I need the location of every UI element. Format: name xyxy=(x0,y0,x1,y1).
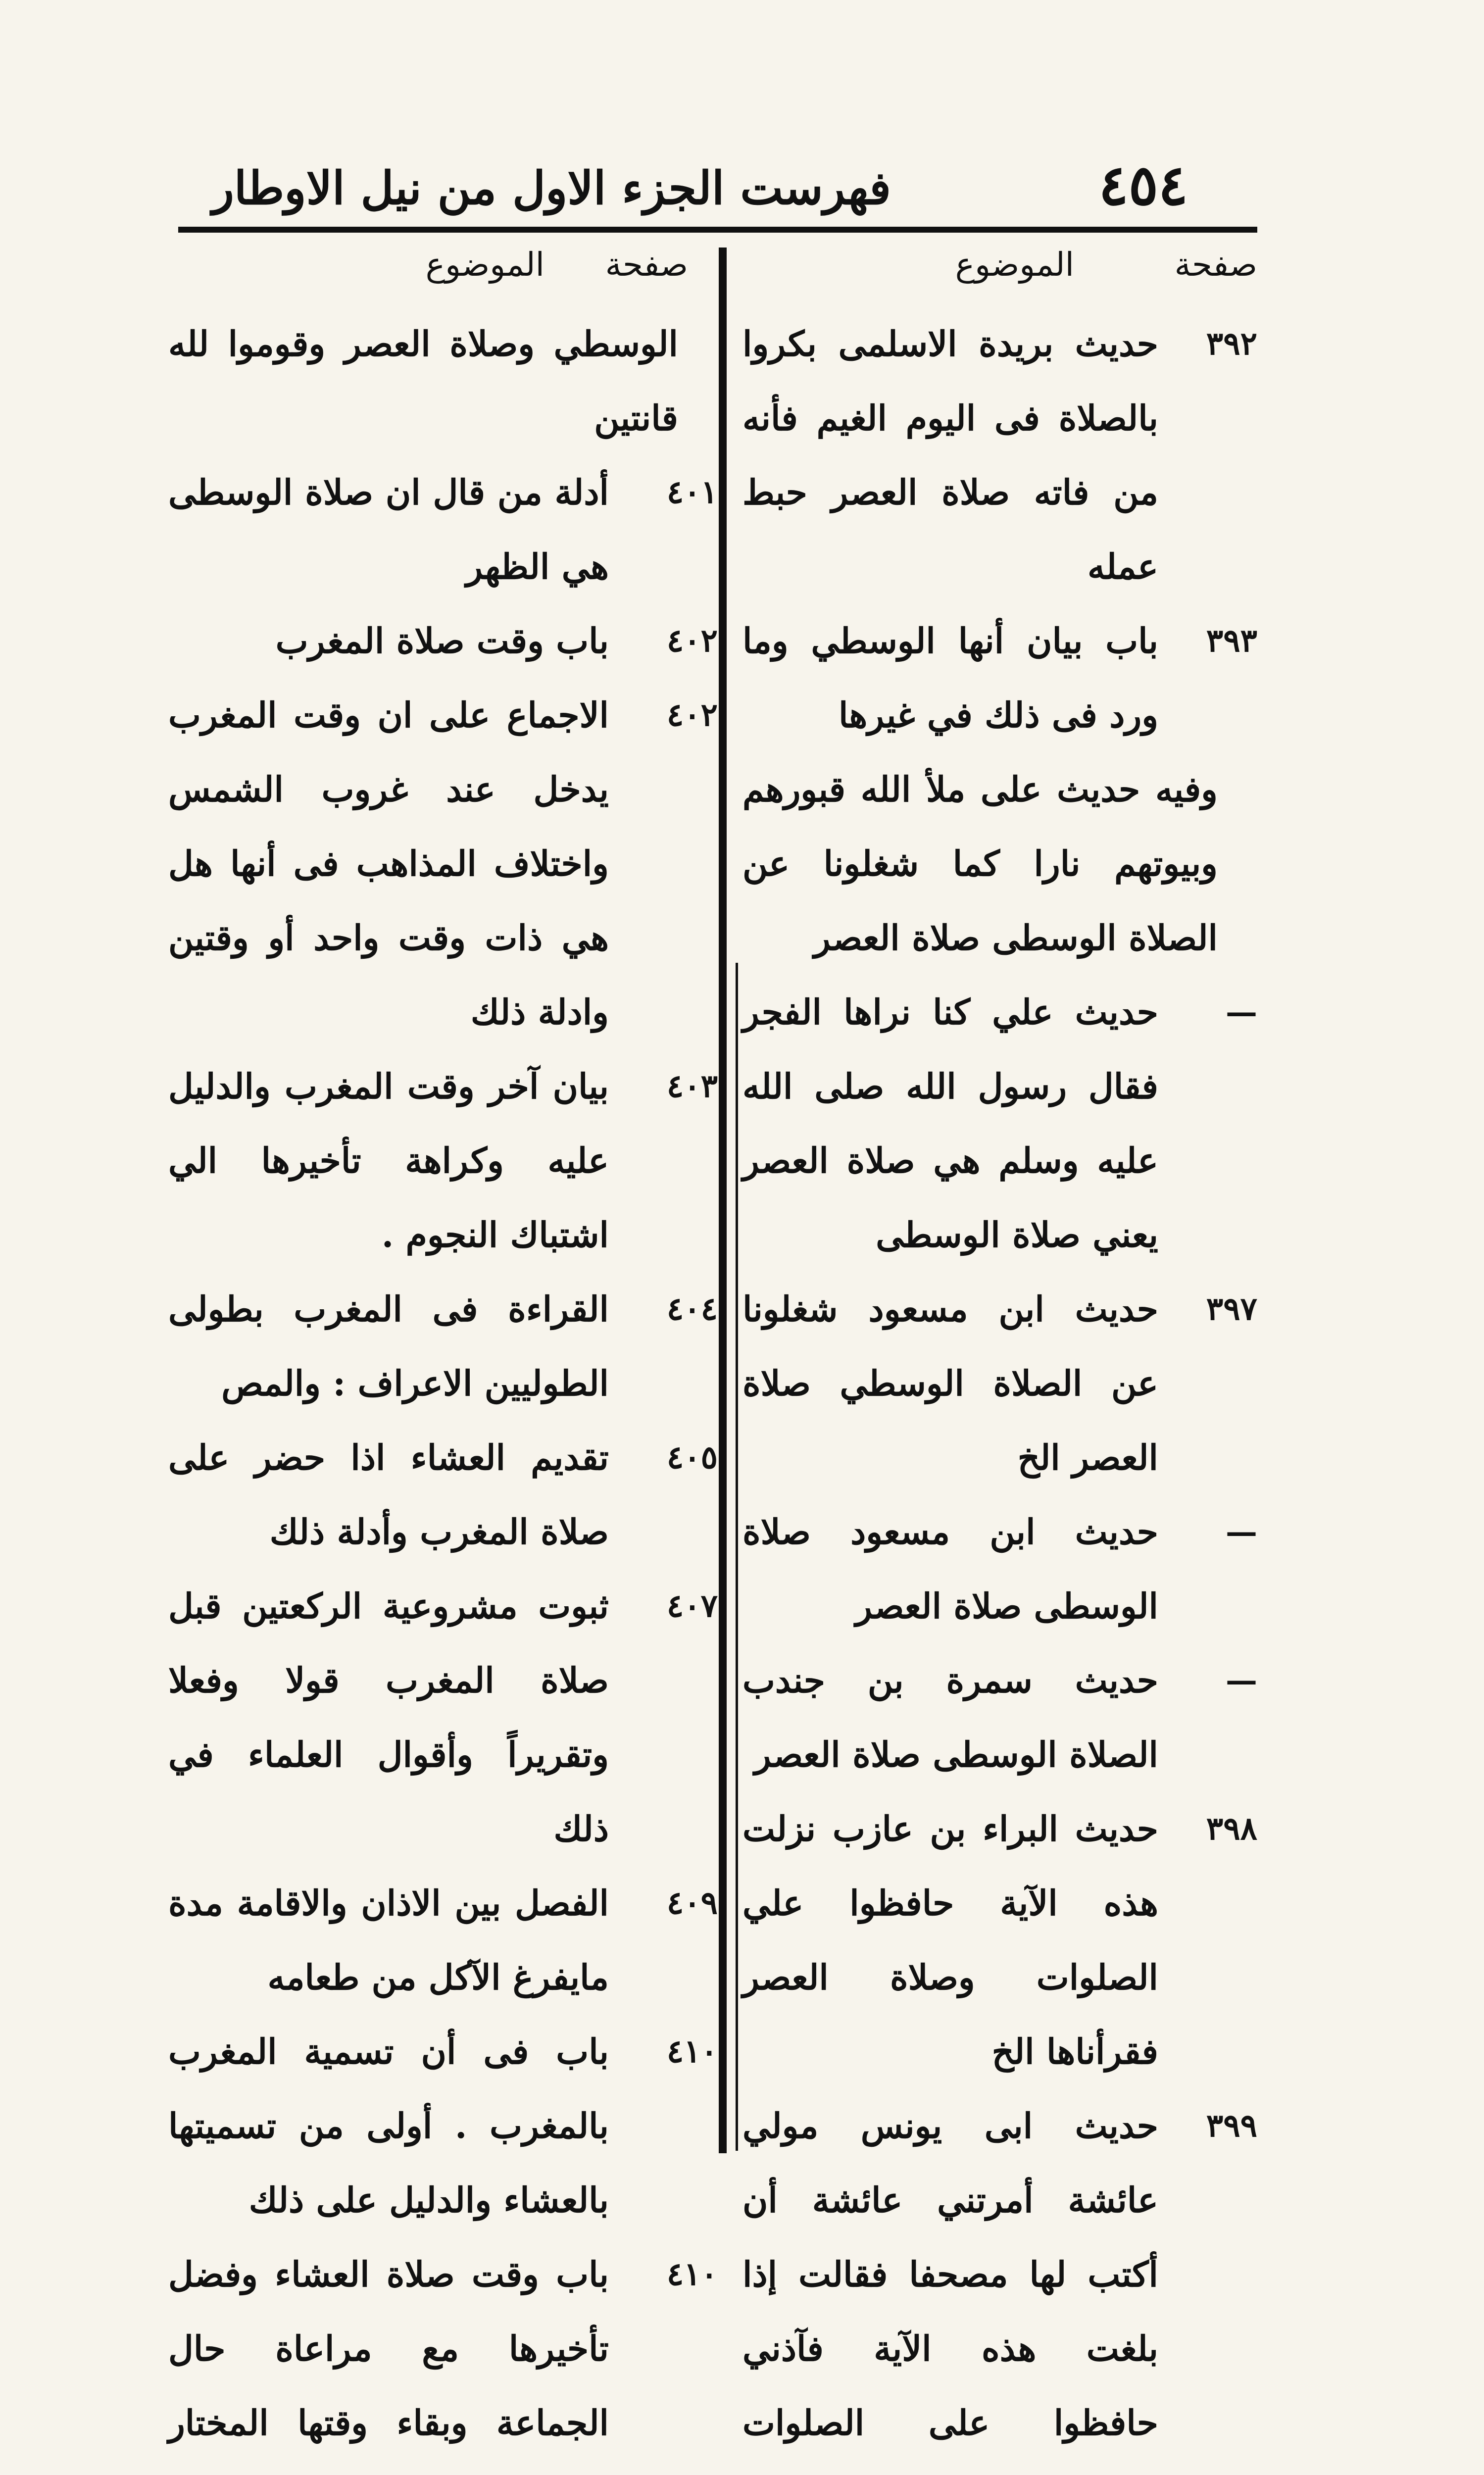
index-entry xyxy=(168,1569,718,1866)
entry-text: باب وقت صلاة العشاء وفضل تأخيرها مع مراعاة حال الجماعة وبقاء وقتها المختار xyxy=(168,2254,609,2443)
entry-text: باب فى أن تسمية المغرب بالمغرب . أولى من تسميتها بالعشاء والدليل على ذلك xyxy=(168,2031,609,2221)
entry-page-number: — xyxy=(1226,993,1257,1031)
index-entry xyxy=(168,455,718,604)
index-entry xyxy=(168,2015,718,2237)
entry-text: وفيه حديث على ملأ الله قبورهم وبيوتهم نارا كما شغلونا عن الصلاة الوسطى صلاة العصر xyxy=(742,769,1218,958)
index-entry xyxy=(742,1643,1257,1792)
index-entry xyxy=(742,2089,1257,2475)
entry-text: الاجماع على ان وقت المغرب يدخل عند غروب الشمس واختلاف المذاهب فى أنها هل هي ذات وقت واحد أو وقتين وادلة ذلك xyxy=(168,694,609,1033)
index-entry xyxy=(168,1049,718,1272)
entry-page-number: — xyxy=(1226,1513,1257,1550)
entry-page-number: ٤٠٧ xyxy=(666,1587,718,1625)
page-header xyxy=(178,148,1242,223)
entry-text: ثبوت مشروعية الركعتين قبل صلاة المغرب قولا وفعلا وتقريراً وأقوال العلماء في ذلك xyxy=(168,1585,609,1849)
page-number: ٤٥٤ xyxy=(1098,153,1188,218)
right-column xyxy=(742,307,1257,2475)
index-entry xyxy=(742,1495,1257,1643)
index-entry xyxy=(168,1421,718,1569)
column-divider-inner xyxy=(736,963,738,2151)
entry-page-number: ٣٩٣ xyxy=(1206,622,1257,659)
entry-text: حديث ابن مسعود صلاة الوسطى صلاة العصر xyxy=(742,1511,1158,1627)
header-rule xyxy=(178,227,1257,233)
running-title: فهرست الجزء الاول من نيل الاوطار xyxy=(212,161,891,215)
entry-page-number: ٤٠٢ xyxy=(666,622,718,659)
index-entry xyxy=(742,975,1257,1272)
left-column xyxy=(168,307,718,2475)
entry-text: حديث البراء بن عازب نزلت هذه الآية حافظوا علي الصلوات وصلاة العصر فقرأناها الخ xyxy=(742,1808,1158,2072)
entry-page-number: ٤٠١ xyxy=(666,474,718,511)
entry-text: الوسطي وصلاة العصر وقوموا لله قانتين xyxy=(168,323,678,439)
entry-text: حديث بريدة الاسلمى بكروا بالصلاة فى اليوم الغيم فأنه من فاته صلاة العصر حبط عمله xyxy=(742,323,1158,587)
index-entry xyxy=(742,1792,1257,2089)
left-page-column-header: صفحة xyxy=(605,246,688,284)
index-entry xyxy=(742,1272,1257,1495)
entry-page-number: ٤٠٢ xyxy=(666,696,718,734)
entry-page-number: ٣٩٧ xyxy=(1206,1290,1257,1328)
entry-text: حديث سمرة بن جندب الصلاة الوسطى صلاة العصر xyxy=(742,1660,1158,1775)
left-topic-column-header: الموضوع xyxy=(425,246,544,284)
right-topic-column-header: الموضوع xyxy=(955,246,1074,284)
index-entry xyxy=(742,752,1257,975)
entry-page-number: ٤٠٥ xyxy=(666,1439,718,1476)
entry-page-number: ٣٩٢ xyxy=(1206,325,1257,362)
entry-text: القراءة فى المغرب بطولى الطوليين الاعراف : والمص xyxy=(168,1288,609,1404)
index-entry xyxy=(742,307,1257,604)
entry-page-number: — xyxy=(1226,1662,1257,1699)
entry-text: تقديم العشاء اذا حضر على صلاة المغرب وأدلة ذلك xyxy=(168,1437,609,1552)
column-divider xyxy=(719,248,727,2153)
entry-text: حديث علي كنا نراها الفجر فقال رسول الله صلى الله عليه وسلم هي صلاة العصر يعني صلاة الوسطى xyxy=(742,991,1158,1255)
entry-page-number: ٤٠٩ xyxy=(666,1884,718,1922)
entry-page-number: ٤٠٣ xyxy=(666,1068,718,1105)
entry-text: الفصل بين الاذان والاقامة مدة مايفرغ الآكل من طعامه xyxy=(168,1882,609,1998)
index-entry xyxy=(168,604,718,678)
entry-page-number: ٤١٠ xyxy=(666,2033,718,2070)
entry-page-number: ٣٩٩ xyxy=(1206,2107,1257,2144)
entry-text: حديث ابى يونس مولي عائشة أمرتني عائشة أن أكتب لها مصحفا فقالت إذا بلغت هذه الآية فآذني حافظوا على الصلوات xyxy=(742,2105,1158,2443)
entry-page-number: ٤٠٤ xyxy=(666,1290,718,1328)
entry-text: أدلة من قال ان صلاة الوسطى هي الظهر xyxy=(168,472,609,587)
right-page-column-header: صفحة xyxy=(1174,246,1257,284)
index-entry xyxy=(168,1866,718,2015)
index-entry xyxy=(168,1272,718,1421)
entry-page-number: ٣٩٨ xyxy=(1206,1810,1257,1847)
index-entry xyxy=(742,604,1257,752)
index-entry xyxy=(168,307,718,455)
index-entry xyxy=(168,678,718,1049)
entry-text: بيان آخر وقت المغرب والدليل عليه وكراهة تأخيرها الي اشتباك النجوم . xyxy=(168,1066,609,1255)
entry-text: حديث ابن مسعود شغلونا عن الصلاة الوسطي صلاة العصر الخ xyxy=(742,1288,1158,1478)
entry-page-number: ٤١٠ xyxy=(666,2256,718,2293)
index-entry xyxy=(168,2237,718,2475)
entry-text: باب وقت صلاة المغرب xyxy=(275,620,609,661)
entry-text: باب بيان أنها الوسطي وما ورد فى ذلك في غيرها xyxy=(742,620,1158,736)
